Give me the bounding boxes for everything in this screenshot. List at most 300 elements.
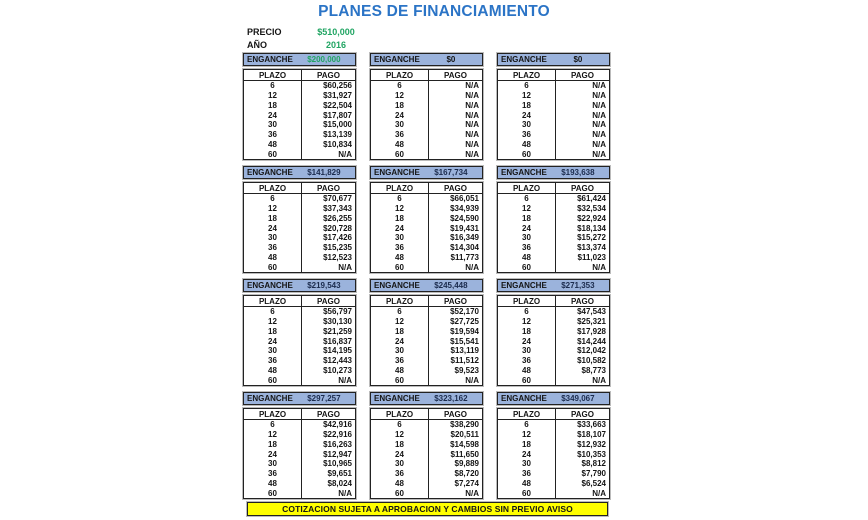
plazo-cell: 24: [498, 223, 556, 233]
payment-row: [244, 488, 356, 498]
pago-cell: $30,130: [323, 317, 352, 327]
payment-row: [244, 459, 356, 469]
pago-column-header: PAGO: [429, 409, 483, 420]
pago-cell: $52,170: [450, 307, 479, 317]
payment-row: [498, 81, 610, 91]
enganche-header: [370, 166, 483, 179]
plazo-cell: 24: [371, 336, 429, 346]
enganche-amount: $193,638: [561, 168, 595, 177]
plazo-cell: 48: [498, 139, 556, 149]
payment-row: [498, 204, 610, 214]
plazo-cell: 48: [244, 252, 302, 262]
pago-cell: N/A: [465, 375, 479, 385]
payment-row: [498, 233, 610, 243]
precio-value: $510,000: [317, 26, 355, 37]
payment-table-header-row: [498, 296, 610, 307]
plazo-column-header: PLAZO: [498, 409, 556, 420]
payment-row: [244, 139, 356, 149]
payment-row: [498, 356, 610, 366]
plazo-cell: 12: [244, 430, 302, 440]
payment-row: [498, 214, 610, 224]
payment-row: [371, 139, 483, 149]
plazo-cell: 48: [371, 478, 429, 488]
plazo-cell: 6: [244, 81, 302, 91]
pago-cell: $10,965: [323, 459, 352, 469]
financing-plan-block: [497, 166, 610, 273]
enganche-label: ENGANCHE: [247, 394, 293, 403]
pago-cell: $15,235: [323, 243, 352, 253]
payment-row: [498, 365, 610, 375]
plazo-cell: 30: [371, 233, 429, 243]
pago-cell: $15,000: [323, 120, 352, 130]
payment-table-header-row: [371, 409, 483, 420]
payment-table: [370, 182, 483, 273]
enganche-label: ENGANCHE: [501, 168, 547, 177]
payment-row: [498, 430, 610, 440]
payment-table-header-row: [244, 183, 356, 194]
pago-cell: $42,916: [323, 420, 352, 430]
payment-row: [244, 469, 356, 479]
payment-row: [244, 91, 356, 101]
plazo-column-header: PLAZO: [244, 70, 302, 81]
plazo-cell: 6: [244, 194, 302, 204]
pago-cell: N/A: [592, 120, 606, 130]
pago-cell: N/A: [465, 120, 479, 130]
pago-cell: $32,534: [577, 204, 606, 214]
payment-row: [498, 223, 610, 233]
plazo-cell: 12: [371, 430, 429, 440]
plazo-cell: 30: [244, 459, 302, 469]
plazo-cell: 6: [371, 81, 429, 91]
plazo-cell: 30: [371, 120, 429, 130]
payment-row: [244, 252, 356, 262]
plazo-cell: 60: [498, 375, 556, 385]
plazo-cell: 60: [498, 262, 556, 272]
enganche-label: ENGANCHE: [374, 168, 420, 177]
pago-cell: $8,720: [454, 469, 479, 479]
pago-cell: $14,304: [450, 243, 479, 253]
plazo-cell: 36: [244, 356, 302, 366]
payment-row: [244, 336, 356, 346]
plazo-cell: 24: [371, 110, 429, 120]
plazo-cell: 18: [244, 101, 302, 111]
payment-row: [244, 346, 356, 356]
plazo-cell: 48: [371, 252, 429, 262]
financing-plan-block: [370, 166, 483, 273]
payment-table: [370, 69, 483, 160]
plazo-column-header: PLAZO: [498, 296, 556, 307]
pago-column-header: PAGO: [429, 183, 483, 194]
pago-cell: N/A: [465, 139, 479, 149]
financing-plan-block: [370, 392, 483, 499]
plazo-cell: 12: [498, 91, 556, 101]
enganche-header: [497, 53, 610, 66]
enganche-header: [370, 279, 483, 292]
plazo-cell: 36: [371, 130, 429, 140]
payment-row: [498, 317, 610, 327]
plazo-cell: 24: [371, 449, 429, 459]
payment-row: [498, 252, 610, 262]
plazo-cell: 60: [498, 149, 556, 159]
payment-row: [498, 327, 610, 337]
payment-table: [497, 182, 610, 273]
plazo-cell: 48: [244, 139, 302, 149]
payment-row: [371, 223, 483, 233]
payment-row: [371, 420, 483, 430]
pago-cell: $10,582: [577, 356, 606, 366]
pago-cell: $13,374: [577, 243, 606, 253]
plazo-column-header: PLAZO: [371, 183, 429, 194]
payment-table-header-row: [498, 183, 610, 194]
financing-plan-block: [497, 53, 610, 160]
payment-row: [371, 375, 483, 385]
pago-cell: $38,290: [450, 420, 479, 430]
plazo-cell: 48: [498, 252, 556, 262]
pago-cell: $22,916: [323, 430, 352, 440]
pago-cell: $60,256: [323, 81, 352, 91]
plazo-cell: 24: [244, 336, 302, 346]
enganche-label: ENGANCHE: [501, 55, 547, 64]
payment-row: [244, 262, 356, 272]
pago-cell: $13,119: [450, 346, 479, 356]
pago-column-header: PAGO: [556, 183, 610, 194]
enganche-amount: $200,000: [307, 55, 341, 64]
enganche-header: [370, 392, 483, 405]
pago-cell: $19,431: [450, 223, 479, 233]
pago-cell: $10,353: [577, 449, 606, 459]
payment-row: [371, 120, 483, 130]
plazo-cell: 24: [498, 110, 556, 120]
plazo-cell: 12: [371, 204, 429, 214]
plazo-cell: 6: [371, 194, 429, 204]
payment-row: [244, 430, 356, 440]
enganche-amount: $297,257: [307, 394, 341, 403]
plazo-cell: 36: [498, 130, 556, 140]
payment-table: [497, 69, 610, 160]
pago-cell: N/A: [592, 262, 606, 272]
payment-row: [244, 356, 356, 366]
plazo-cell: 12: [244, 91, 302, 101]
financing-plan-block: [243, 392, 356, 499]
plazo-column-header: PLAZO: [371, 409, 429, 420]
plazo-cell: 36: [498, 469, 556, 479]
plazo-cell: 36: [244, 243, 302, 253]
payment-row: [244, 317, 356, 327]
payment-table-header-row: [244, 296, 356, 307]
plazo-cell: 18: [498, 101, 556, 111]
payment-row: [244, 449, 356, 459]
plazo-cell: 48: [498, 365, 556, 375]
pago-cell: $16,837: [323, 336, 352, 346]
financing-plan-block: [370, 279, 483, 386]
financing-plan-block: [497, 392, 610, 499]
enganche-header: [370, 53, 483, 66]
payment-row: [244, 440, 356, 450]
plazo-cell: 30: [498, 233, 556, 243]
pago-cell: $17,807: [323, 110, 352, 120]
payment-row: [371, 101, 483, 111]
precio-label: PRECIO: [247, 26, 282, 37]
payment-row: [244, 478, 356, 488]
pago-column-header: PAGO: [302, 296, 356, 307]
payment-row: [498, 336, 610, 346]
enganche-header: [243, 53, 356, 66]
enganche-label: ENGANCHE: [374, 55, 420, 64]
payment-row: [498, 488, 610, 498]
plazo-cell: 30: [244, 346, 302, 356]
pago-cell: $12,932: [577, 439, 606, 449]
payment-row: [371, 194, 483, 204]
plazo-cell: 24: [498, 336, 556, 346]
plazo-cell: 60: [244, 375, 302, 385]
payment-table-header-row: [498, 409, 610, 420]
payment-row: [244, 223, 356, 233]
plazo-cell: 36: [498, 356, 556, 366]
plazo-cell: 6: [498, 194, 556, 204]
plazo-cell: 12: [371, 317, 429, 327]
payment-row: [371, 214, 483, 224]
plazo-cell: 30: [498, 120, 556, 130]
plazo-column-header: PLAZO: [498, 70, 556, 81]
payment-row: [244, 149, 356, 159]
enganche-amount: $219,543: [307, 281, 341, 290]
pago-cell: $26,255: [323, 213, 352, 223]
plazo-cell: 48: [498, 478, 556, 488]
pago-cell: $22,504: [323, 100, 352, 110]
pago-cell: $24,590: [450, 213, 479, 223]
price-year-info: [247, 25, 367, 51]
payment-row: [371, 307, 483, 317]
plazo-cell: 30: [371, 459, 429, 469]
pago-cell: $11,773: [450, 252, 479, 262]
plazo-cell: 60: [498, 488, 556, 498]
pago-cell: $19,594: [450, 326, 479, 336]
payment-row: [498, 194, 610, 204]
disclaimer-banner: COTIZACION SUJETA A APROBACION Y CAMBIOS SIN PREVIO AVISO: [247, 502, 608, 516]
enganche-label: ENGANCHE: [247, 168, 293, 177]
pago-cell: $14,244: [577, 336, 606, 346]
payment-row: [498, 469, 610, 479]
payment-row: [371, 469, 483, 479]
payment-row: [498, 420, 610, 430]
pago-cell: N/A: [338, 149, 352, 159]
plazo-cell: 18: [371, 101, 429, 111]
payment-row: [244, 130, 356, 140]
payment-table: [243, 69, 356, 160]
pago-column-header: PAGO: [429, 296, 483, 307]
financing-plan-block: [370, 53, 483, 160]
pago-cell: N/A: [465, 91, 479, 101]
payment-table: [243, 295, 356, 386]
pago-cell: N/A: [592, 130, 606, 140]
plazo-cell: 36: [244, 130, 302, 140]
payment-table: [370, 295, 483, 386]
pago-cell: $18,134: [577, 223, 606, 233]
payment-row: [371, 440, 483, 450]
pago-cell: $14,195: [323, 346, 352, 356]
pago-column-header: PAGO: [556, 409, 610, 420]
payment-row: [244, 233, 356, 243]
plazo-cell: 30: [498, 459, 556, 469]
payment-row: [371, 110, 483, 120]
payment-row: [244, 420, 356, 430]
pago-cell: $9,523: [454, 365, 479, 375]
pago-column-header: PAGO: [556, 70, 610, 81]
plazo-cell: 6: [498, 81, 556, 91]
plazo-cell: 6: [498, 420, 556, 430]
pago-cell: $12,042: [577, 346, 606, 356]
page-title: PLANES DE FINANCIAMIENTO: [318, 3, 550, 20]
enganche-header: [497, 166, 610, 179]
enganche-amount: $0: [573, 55, 583, 64]
pago-cell: $20,511: [450, 430, 479, 440]
pago-cell: $47,543: [577, 307, 606, 317]
payment-row: [498, 307, 610, 317]
plazo-cell: 6: [498, 307, 556, 317]
plazo-cell: 18: [498, 327, 556, 337]
payment-table: [243, 408, 356, 499]
enganche-header: [497, 279, 610, 292]
pago-cell: N/A: [592, 375, 606, 385]
plazo-cell: 12: [244, 317, 302, 327]
pago-cell: $8,024: [327, 478, 352, 488]
enganche-label: ENGANCHE: [247, 55, 293, 64]
payment-row: [498, 149, 610, 159]
pago-column-header: PAGO: [429, 70, 483, 81]
plazo-cell: 60: [244, 488, 302, 498]
precio-row: [247, 25, 367, 38]
plazo-cell: 48: [244, 365, 302, 375]
pago-cell: $12,523: [323, 252, 352, 262]
plazo-cell: 12: [498, 204, 556, 214]
plazo-column-header: PLAZO: [371, 70, 429, 81]
plazo-cell: 48: [371, 365, 429, 375]
payment-row: [371, 356, 483, 366]
plazo-cell: 18: [371, 440, 429, 450]
payment-row: [244, 120, 356, 130]
plazo-cell: 30: [371, 346, 429, 356]
pago-cell: $70,677: [323, 194, 352, 204]
payment-row: [244, 307, 356, 317]
pago-cell: $56,797: [323, 307, 352, 317]
payment-row: [371, 262, 483, 272]
plazo-cell: 60: [371, 262, 429, 272]
payment-row: [371, 317, 483, 327]
pago-cell: $12,947: [323, 449, 352, 459]
plazo-cell: 60: [244, 262, 302, 272]
enganche-amount: $349,067: [561, 394, 595, 403]
payment-row: [371, 243, 483, 253]
plazo-cell: 18: [244, 440, 302, 450]
plazo-column-header: PLAZO: [244, 183, 302, 194]
pago-cell: N/A: [465, 488, 479, 498]
pago-column-header: PAGO: [556, 296, 610, 307]
payment-row: [498, 110, 610, 120]
financing-plan-block: [497, 279, 610, 386]
plazo-cell: 36: [371, 243, 429, 253]
plazo-cell: 12: [244, 204, 302, 214]
payment-row: [371, 336, 483, 346]
pago-cell: N/A: [338, 262, 352, 272]
pago-column-header: PAGO: [302, 183, 356, 194]
pago-cell: $34,939: [450, 204, 479, 214]
plazo-cell: 6: [244, 307, 302, 317]
payment-row: [498, 375, 610, 385]
pago-cell: $31,927: [323, 91, 352, 101]
plazo-column-header: PLAZO: [371, 296, 429, 307]
plazo-cell: 60: [371, 488, 429, 498]
anio-value: 2016: [325, 39, 347, 50]
plazo-column-header: PLAZO: [244, 409, 302, 420]
pago-cell: $8,773: [581, 365, 606, 375]
pago-cell: $11,650: [450, 449, 479, 459]
plazo-cell: 60: [371, 149, 429, 159]
payment-row: [244, 81, 356, 91]
pago-cell: $37,343: [323, 204, 352, 214]
payment-row: [371, 346, 483, 356]
enganche-header: [243, 392, 356, 405]
payment-row: [371, 233, 483, 243]
plazo-cell: 24: [244, 223, 302, 233]
payment-row: [498, 120, 610, 130]
payment-row: [498, 449, 610, 459]
enganche-header: [243, 279, 356, 292]
enganche-label: ENGANCHE: [374, 394, 420, 403]
pago-cell: $22,924: [577, 213, 606, 223]
pago-cell: $6,524: [581, 478, 606, 488]
payment-row: [244, 110, 356, 120]
pago-cell: $7,274: [454, 478, 479, 488]
pago-cell: N/A: [592, 488, 606, 498]
payment-row: [498, 478, 610, 488]
payment-row: [498, 130, 610, 140]
plazo-cell: 12: [498, 430, 556, 440]
plans-grid: [243, 53, 610, 499]
plazo-cell: 18: [244, 214, 302, 224]
payment-table: [497, 408, 610, 499]
plazo-cell: 36: [371, 356, 429, 366]
payment-table-header-row: [371, 183, 483, 194]
plazo-cell: 18: [498, 440, 556, 450]
plazo-cell: 48: [244, 478, 302, 488]
payment-table: [243, 182, 356, 273]
plazo-cell: 12: [371, 91, 429, 101]
plazo-cell: 30: [244, 120, 302, 130]
pago-column-header: PAGO: [302, 409, 356, 420]
plazo-cell: 36: [498, 243, 556, 253]
payment-row: [371, 91, 483, 101]
pago-cell: $21,259: [323, 326, 352, 336]
pago-cell: N/A: [592, 91, 606, 101]
pago-cell: $20,728: [323, 223, 352, 233]
payment-row: [371, 430, 483, 440]
pago-cell: N/A: [592, 100, 606, 110]
pago-column-header: PAGO: [302, 70, 356, 81]
plazo-cell: 36: [371, 469, 429, 479]
plazo-cell: 48: [371, 139, 429, 149]
pago-cell: $9,889: [454, 459, 479, 469]
anio-row: [247, 38, 367, 51]
enganche-label: ENGANCHE: [501, 281, 547, 290]
anio-label: AÑO: [247, 39, 267, 50]
payment-row: [498, 346, 610, 356]
enganche-label: ENGANCHE: [247, 281, 293, 290]
payment-table-header-row: [498, 70, 610, 81]
enganche-label: ENGANCHE: [501, 394, 547, 403]
pago-cell: $16,263: [323, 439, 352, 449]
pago-cell: N/A: [592, 149, 606, 159]
pago-cell: $16,349: [450, 233, 479, 243]
